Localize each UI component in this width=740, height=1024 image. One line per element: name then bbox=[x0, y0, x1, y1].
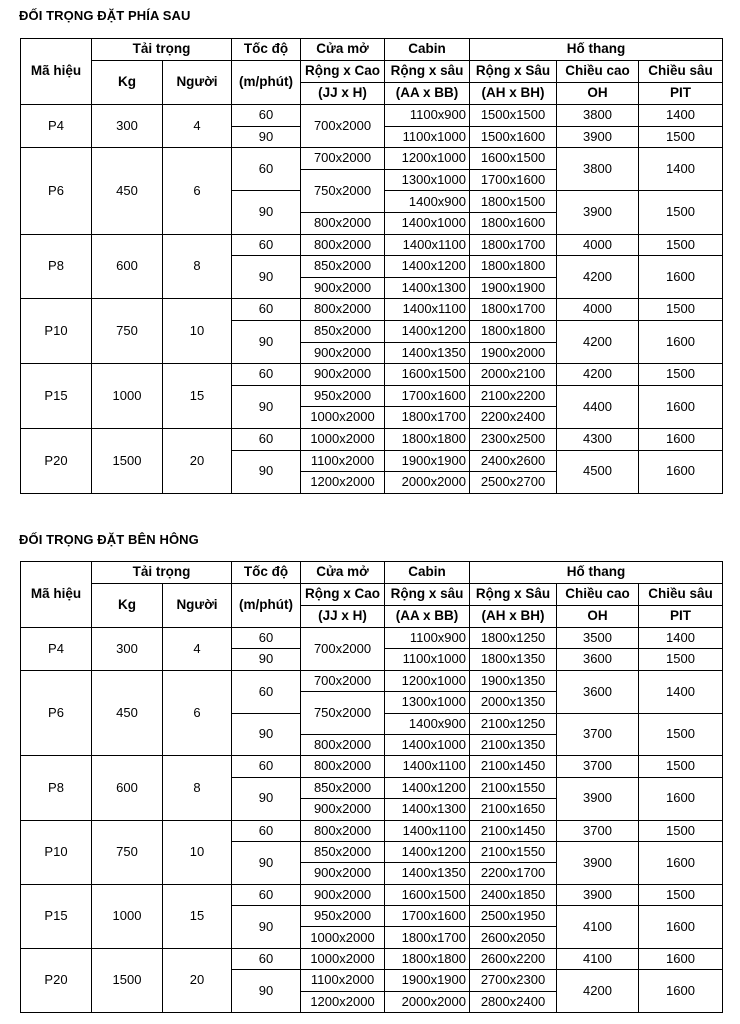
model-code: P8 bbox=[21, 756, 92, 820]
door-size: 850x2000 bbox=[301, 256, 385, 278]
overhead-height: 4000 bbox=[557, 299, 639, 321]
model-code: P20 bbox=[21, 428, 92, 493]
header-cua-mo-sub1: Rộng x Cao bbox=[301, 61, 385, 83]
overhead-height: 3500 bbox=[557, 628, 639, 649]
cabin-size: 1900x1900 bbox=[385, 450, 470, 472]
spec-table-side bbox=[20, 561, 723, 1013]
overhead-height: 4100 bbox=[557, 948, 639, 969]
door-size: 700x2000 bbox=[301, 148, 385, 170]
speed-value: 60 bbox=[232, 299, 301, 321]
shaft-size: 1700x1600 bbox=[470, 169, 557, 191]
header-ma-hieu: Mã hiệu bbox=[21, 562, 92, 628]
speed-value: 60 bbox=[232, 148, 301, 191]
door-size: 750x2000 bbox=[301, 692, 385, 735]
cabin-size: 1600x1500 bbox=[385, 884, 470, 905]
table-row bbox=[21, 756, 723, 777]
door-size: 900x2000 bbox=[301, 884, 385, 905]
spec-table-body bbox=[21, 562, 723, 1013]
cabin-size: 1200x1000 bbox=[385, 670, 470, 691]
shaft-size: 2700x2300 bbox=[470, 970, 557, 991]
table-row bbox=[21, 148, 723, 170]
overhead-height: 4100 bbox=[557, 906, 639, 949]
cabin-size: 1600x1500 bbox=[385, 364, 470, 386]
door-size: 950x2000 bbox=[301, 385, 385, 407]
cabin-size: 1400x1200 bbox=[385, 256, 470, 278]
cabin-size: 1900x1900 bbox=[385, 970, 470, 991]
model-code: P8 bbox=[21, 234, 92, 299]
cabin-size: 1400x1000 bbox=[385, 212, 470, 234]
door-size: 700x2000 bbox=[301, 628, 385, 671]
shaft-size: 2100x1550 bbox=[470, 777, 557, 798]
door-size: 1000x2000 bbox=[301, 428, 385, 450]
overhead-height: 4200 bbox=[557, 364, 639, 386]
pit-depth: 1600 bbox=[639, 428, 723, 450]
door-size: 800x2000 bbox=[301, 212, 385, 234]
speed-value: 90 bbox=[232, 126, 301, 148]
model-kg: 450 bbox=[92, 148, 163, 234]
header-oh-sub2: OH bbox=[557, 606, 639, 628]
pit-depth: 1500 bbox=[639, 234, 723, 256]
pit-depth: 1600 bbox=[639, 450, 723, 493]
speed-value: 60 bbox=[232, 948, 301, 969]
header-cabin: Cabin bbox=[385, 562, 470, 584]
overhead-height: 3700 bbox=[557, 756, 639, 777]
header-cabin-sub2: (AA x BB) bbox=[385, 83, 470, 105]
model-kg: 1000 bbox=[92, 884, 163, 948]
overhead-height: 4200 bbox=[557, 320, 639, 363]
table-row bbox=[21, 234, 723, 256]
door-size: 800x2000 bbox=[301, 734, 385, 755]
shaft-size: 2400x1850 bbox=[470, 884, 557, 905]
speed-value: 90 bbox=[232, 450, 301, 493]
model-code: P20 bbox=[21, 948, 92, 1012]
pit-depth: 1400 bbox=[639, 148, 723, 191]
speed-value: 90 bbox=[232, 970, 301, 1013]
pit-depth: 1500 bbox=[639, 126, 723, 148]
header-ho-sub1: Rộng x Sâu bbox=[470, 584, 557, 606]
door-size: 900x2000 bbox=[301, 799, 385, 820]
speed-value: 90 bbox=[232, 649, 301, 670]
shaft-size: 2100x1350 bbox=[470, 734, 557, 755]
cabin-size: 1400x1200 bbox=[385, 320, 470, 342]
model-kg: 1500 bbox=[92, 948, 163, 1012]
cabin-size: 1400x1300 bbox=[385, 799, 470, 820]
model-kg: 600 bbox=[92, 756, 163, 820]
header-cua-mo: Cửa mở bbox=[301, 562, 385, 584]
door-size: 1000x2000 bbox=[301, 927, 385, 948]
model-code: P10 bbox=[21, 299, 92, 364]
model-code: P4 bbox=[21, 628, 92, 671]
header-toc-do: Tốc độ bbox=[232, 562, 301, 584]
door-size: 1100x2000 bbox=[301, 450, 385, 472]
shaft-size: 2100x1650 bbox=[470, 799, 557, 820]
shaft-size: 1800x1600 bbox=[470, 212, 557, 234]
speed-value: 60 bbox=[232, 756, 301, 777]
pit-depth: 1500 bbox=[639, 299, 723, 321]
shaft-size: 1800x1800 bbox=[470, 320, 557, 342]
pit-depth: 1500 bbox=[639, 820, 723, 841]
cabin-size: 1300x1000 bbox=[385, 169, 470, 191]
shaft-size: 1800x1800 bbox=[470, 256, 557, 278]
shaft-size: 2100x1550 bbox=[470, 841, 557, 862]
header-pit-sub1: Chiều sâu bbox=[639, 61, 723, 83]
model-persons: 10 bbox=[163, 299, 232, 364]
model-persons: 6 bbox=[163, 148, 232, 234]
cabin-size: 1400x1200 bbox=[385, 841, 470, 862]
pit-depth: 1500 bbox=[639, 364, 723, 386]
door-size: 900x2000 bbox=[301, 342, 385, 364]
pit-depth: 1500 bbox=[639, 713, 723, 756]
model-persons: 4 bbox=[163, 628, 232, 671]
header-nguoi: Người bbox=[163, 61, 232, 105]
overhead-height: 3900 bbox=[557, 191, 639, 234]
model-code: P6 bbox=[21, 148, 92, 234]
shaft-size: 2100x1250 bbox=[470, 713, 557, 734]
cabin-size: 1800x1800 bbox=[385, 428, 470, 450]
overhead-height: 4300 bbox=[557, 428, 639, 450]
section-title-rear: ĐỐI TRỌNG ĐẶT PHÍA SAU bbox=[19, 8, 191, 23]
header-row bbox=[21, 584, 723, 606]
header-cabin-sub1: Rộng x sâu bbox=[385, 584, 470, 606]
overhead-height: 4200 bbox=[557, 970, 639, 1013]
model-persons: 15 bbox=[163, 364, 232, 429]
header-row bbox=[21, 562, 723, 584]
table-row bbox=[21, 948, 723, 969]
table-row bbox=[21, 299, 723, 321]
shaft-size: 1800x1500 bbox=[470, 191, 557, 213]
header-oh-sub2: OH bbox=[557, 83, 639, 105]
cabin-size: 1400x1100 bbox=[385, 756, 470, 777]
door-size: 900x2000 bbox=[301, 277, 385, 299]
table-row bbox=[21, 884, 723, 905]
cabin-size: 1100x1000 bbox=[385, 649, 470, 670]
door-size: 750x2000 bbox=[301, 169, 385, 212]
header-ho-sub2: (AH x BH) bbox=[470, 606, 557, 628]
model-kg: 1500 bbox=[92, 428, 163, 493]
spec-table-body bbox=[21, 39, 723, 494]
header-toc-do-unit: (m/phút) bbox=[232, 584, 301, 628]
pit-depth: 1600 bbox=[639, 841, 723, 884]
overhead-height: 3900 bbox=[557, 884, 639, 905]
door-size: 900x2000 bbox=[301, 863, 385, 884]
shaft-size: 1500x1600 bbox=[470, 126, 557, 148]
door-size: 1100x2000 bbox=[301, 970, 385, 991]
pit-depth: 1500 bbox=[639, 884, 723, 905]
pit-depth: 1600 bbox=[639, 320, 723, 363]
cabin-size: 1400x1100 bbox=[385, 299, 470, 321]
door-size: 850x2000 bbox=[301, 777, 385, 798]
header-ho-sub2: (AH x BH) bbox=[470, 83, 557, 105]
table-row bbox=[21, 428, 723, 450]
door-size: 800x2000 bbox=[301, 756, 385, 777]
header-pit-sub1: Chiều sâu bbox=[639, 584, 723, 606]
model-persons: 6 bbox=[163, 670, 232, 756]
cabin-size: 1400x1300 bbox=[385, 277, 470, 299]
speed-value: 60 bbox=[232, 884, 301, 905]
model-code: P6 bbox=[21, 670, 92, 756]
shaft-size: 1800x1350 bbox=[470, 649, 557, 670]
shaft-size: 2000x1350 bbox=[470, 692, 557, 713]
overhead-height: 3900 bbox=[557, 841, 639, 884]
shaft-size: 2200x2400 bbox=[470, 407, 557, 429]
cabin-size: 1100x900 bbox=[385, 628, 470, 649]
shaft-size: 2600x2050 bbox=[470, 927, 557, 948]
pit-depth: 1400 bbox=[639, 670, 723, 713]
cabin-size: 1400x1350 bbox=[385, 863, 470, 884]
pit-depth: 1600 bbox=[639, 777, 723, 820]
cabin-size: 1700x1600 bbox=[385, 906, 470, 927]
cabin-size: 1100x1000 bbox=[385, 126, 470, 148]
cabin-size: 1400x900 bbox=[385, 191, 470, 213]
table-row bbox=[21, 364, 723, 386]
header-pit-sub2: PIT bbox=[639, 83, 723, 105]
header-ma-hieu: Mã hiệu bbox=[21, 39, 92, 105]
shaft-size: 2100x1450 bbox=[470, 820, 557, 841]
overhead-height: 3600 bbox=[557, 649, 639, 670]
pit-depth: 1500 bbox=[639, 649, 723, 670]
speed-value: 90 bbox=[232, 906, 301, 949]
door-size: 950x2000 bbox=[301, 906, 385, 927]
header-kg: Kg bbox=[92, 61, 163, 105]
model-kg: 450 bbox=[92, 670, 163, 756]
model-kg: 300 bbox=[92, 105, 163, 148]
table-row bbox=[21, 820, 723, 841]
door-size: 800x2000 bbox=[301, 820, 385, 841]
door-size: 1200x2000 bbox=[301, 991, 385, 1012]
overhead-height: 4500 bbox=[557, 450, 639, 493]
model-persons: 8 bbox=[163, 234, 232, 299]
cabin-size: 1800x1700 bbox=[385, 407, 470, 429]
overhead-height: 3900 bbox=[557, 126, 639, 148]
cabin-size: 1800x1800 bbox=[385, 948, 470, 969]
shaft-size: 2500x2700 bbox=[470, 472, 557, 494]
shaft-size: 2800x2400 bbox=[470, 991, 557, 1012]
header-ho-sub1: Rộng x Sâu bbox=[470, 61, 557, 83]
door-size: 800x2000 bbox=[301, 234, 385, 256]
header-nguoi: Người bbox=[163, 584, 232, 628]
table-row bbox=[21, 105, 723, 127]
cabin-size: 1100x900 bbox=[385, 105, 470, 127]
shaft-size: 2200x1700 bbox=[470, 863, 557, 884]
door-size: 900x2000 bbox=[301, 364, 385, 386]
overhead-height: 4000 bbox=[557, 234, 639, 256]
overhead-height: 3600 bbox=[557, 670, 639, 713]
cabin-size: 1300x1000 bbox=[385, 692, 470, 713]
shaft-size: 1500x1500 bbox=[470, 105, 557, 127]
overhead-height: 3800 bbox=[557, 148, 639, 191]
model-persons: 10 bbox=[163, 820, 232, 884]
model-persons: 20 bbox=[163, 428, 232, 493]
speed-value: 90 bbox=[232, 256, 301, 299]
door-size: 850x2000 bbox=[301, 320, 385, 342]
pit-depth: 1600 bbox=[639, 256, 723, 299]
shaft-size: 1900x2000 bbox=[470, 342, 557, 364]
door-size: 800x2000 bbox=[301, 299, 385, 321]
header-pit-sub2: PIT bbox=[639, 606, 723, 628]
speed-value: 60 bbox=[232, 670, 301, 713]
model-code: P10 bbox=[21, 820, 92, 884]
model-code: P4 bbox=[21, 105, 92, 148]
header-cua-mo-sub2: (JJ x H) bbox=[301, 606, 385, 628]
header-cua-mo-sub2: (JJ x H) bbox=[301, 83, 385, 105]
header-cabin: Cabin bbox=[385, 39, 470, 61]
shaft-size: 1800x1700 bbox=[470, 234, 557, 256]
shaft-size: 2300x2500 bbox=[470, 428, 557, 450]
model-kg: 300 bbox=[92, 628, 163, 671]
door-size: 700x2000 bbox=[301, 105, 385, 148]
shaft-size: 2100x2200 bbox=[470, 385, 557, 407]
header-cabin-sub1: Rộng x sâu bbox=[385, 61, 470, 83]
cabin-size: 1400x1000 bbox=[385, 734, 470, 755]
speed-value: 60 bbox=[232, 105, 301, 127]
header-toc-do: Tốc độ bbox=[232, 39, 301, 61]
speed-value: 90 bbox=[232, 777, 301, 820]
header-kg: Kg bbox=[92, 584, 163, 628]
cabin-size: 2000x2000 bbox=[385, 991, 470, 1012]
pit-depth: 1400 bbox=[639, 105, 723, 127]
overhead-height: 3800 bbox=[557, 105, 639, 127]
speed-value: 90 bbox=[232, 385, 301, 428]
table-row bbox=[21, 628, 723, 649]
speed-value: 90 bbox=[232, 713, 301, 756]
spec-table-rear bbox=[20, 38, 723, 494]
cabin-size: 1400x1100 bbox=[385, 234, 470, 256]
speed-value: 90 bbox=[232, 841, 301, 884]
overhead-height: 3700 bbox=[557, 713, 639, 756]
cabin-size: 2000x2000 bbox=[385, 472, 470, 494]
header-cua-mo: Cửa mở bbox=[301, 39, 385, 61]
shaft-size: 1800x1250 bbox=[470, 628, 557, 649]
cabin-size: 1400x1200 bbox=[385, 777, 470, 798]
speed-value: 60 bbox=[232, 234, 301, 256]
speed-value: 90 bbox=[232, 320, 301, 363]
header-row bbox=[21, 61, 723, 83]
shaft-size: 2400x2600 bbox=[470, 450, 557, 472]
shaft-size: 2500x1950 bbox=[470, 906, 557, 927]
model-code: P15 bbox=[21, 364, 92, 429]
cabin-size: 1700x1600 bbox=[385, 385, 470, 407]
section-title-side: ĐỐI TRỌNG ĐẶT BÊN HÔNG bbox=[19, 532, 199, 547]
overhead-height: 3700 bbox=[557, 820, 639, 841]
speed-value: 60 bbox=[232, 820, 301, 841]
shaft-size: 1800x1700 bbox=[470, 299, 557, 321]
speed-value: 60 bbox=[232, 364, 301, 386]
shaft-size: 2600x2200 bbox=[470, 948, 557, 969]
cabin-size: 1200x1000 bbox=[385, 148, 470, 170]
speed-value: 60 bbox=[232, 628, 301, 649]
header-ho-thang: Hố thang bbox=[470, 562, 723, 584]
door-size: 1000x2000 bbox=[301, 407, 385, 429]
pit-depth: 1600 bbox=[639, 948, 723, 969]
header-tai-trong: Tải trọng bbox=[92, 562, 232, 584]
model-persons: 20 bbox=[163, 948, 232, 1012]
pit-depth: 1500 bbox=[639, 191, 723, 234]
header-cua-mo-sub1: Rộng x Cao bbox=[301, 584, 385, 606]
speed-value: 90 bbox=[232, 191, 301, 234]
model-persons: 4 bbox=[163, 105, 232, 148]
model-persons: 8 bbox=[163, 756, 232, 820]
model-persons: 15 bbox=[163, 884, 232, 948]
speed-value: 60 bbox=[232, 428, 301, 450]
header-cabin-sub2: (AA x BB) bbox=[385, 606, 470, 628]
pit-depth: 1400 bbox=[639, 628, 723, 649]
shaft-size: 1600x1500 bbox=[470, 148, 557, 170]
cabin-size: 1400x1100 bbox=[385, 820, 470, 841]
door-size: 850x2000 bbox=[301, 841, 385, 862]
overhead-height: 4400 bbox=[557, 385, 639, 428]
header-row bbox=[21, 39, 723, 61]
pit-depth: 1600 bbox=[639, 970, 723, 1013]
pit-depth: 1500 bbox=[639, 756, 723, 777]
header-tai-trong: Tải trọng bbox=[92, 39, 232, 61]
model-kg: 750 bbox=[92, 820, 163, 884]
table-row bbox=[21, 670, 723, 691]
shaft-size: 2100x1450 bbox=[470, 756, 557, 777]
model-kg: 750 bbox=[92, 299, 163, 364]
header-ho-thang: Hố thang bbox=[470, 39, 723, 61]
model-kg: 600 bbox=[92, 234, 163, 299]
shaft-size: 2000x2100 bbox=[470, 364, 557, 386]
cabin-size: 1800x1700 bbox=[385, 927, 470, 948]
header-oh-sub1: Chiều cao bbox=[557, 584, 639, 606]
model-kg: 1000 bbox=[92, 364, 163, 429]
header-toc-do-unit: (m/phút) bbox=[232, 61, 301, 105]
door-size: 1000x2000 bbox=[301, 948, 385, 969]
shaft-size: 1900x1900 bbox=[470, 277, 557, 299]
shaft-size: 1900x1350 bbox=[470, 670, 557, 691]
cabin-size: 1400x900 bbox=[385, 713, 470, 734]
door-size: 700x2000 bbox=[301, 670, 385, 691]
overhead-height: 3900 bbox=[557, 777, 639, 820]
pit-depth: 1600 bbox=[639, 385, 723, 428]
overhead-height: 4200 bbox=[557, 256, 639, 299]
pit-depth: 1600 bbox=[639, 906, 723, 949]
door-size: 1200x2000 bbox=[301, 472, 385, 494]
header-oh-sub1: Chiều cao bbox=[557, 61, 639, 83]
cabin-size: 1400x1350 bbox=[385, 342, 470, 364]
model-code: P15 bbox=[21, 884, 92, 948]
